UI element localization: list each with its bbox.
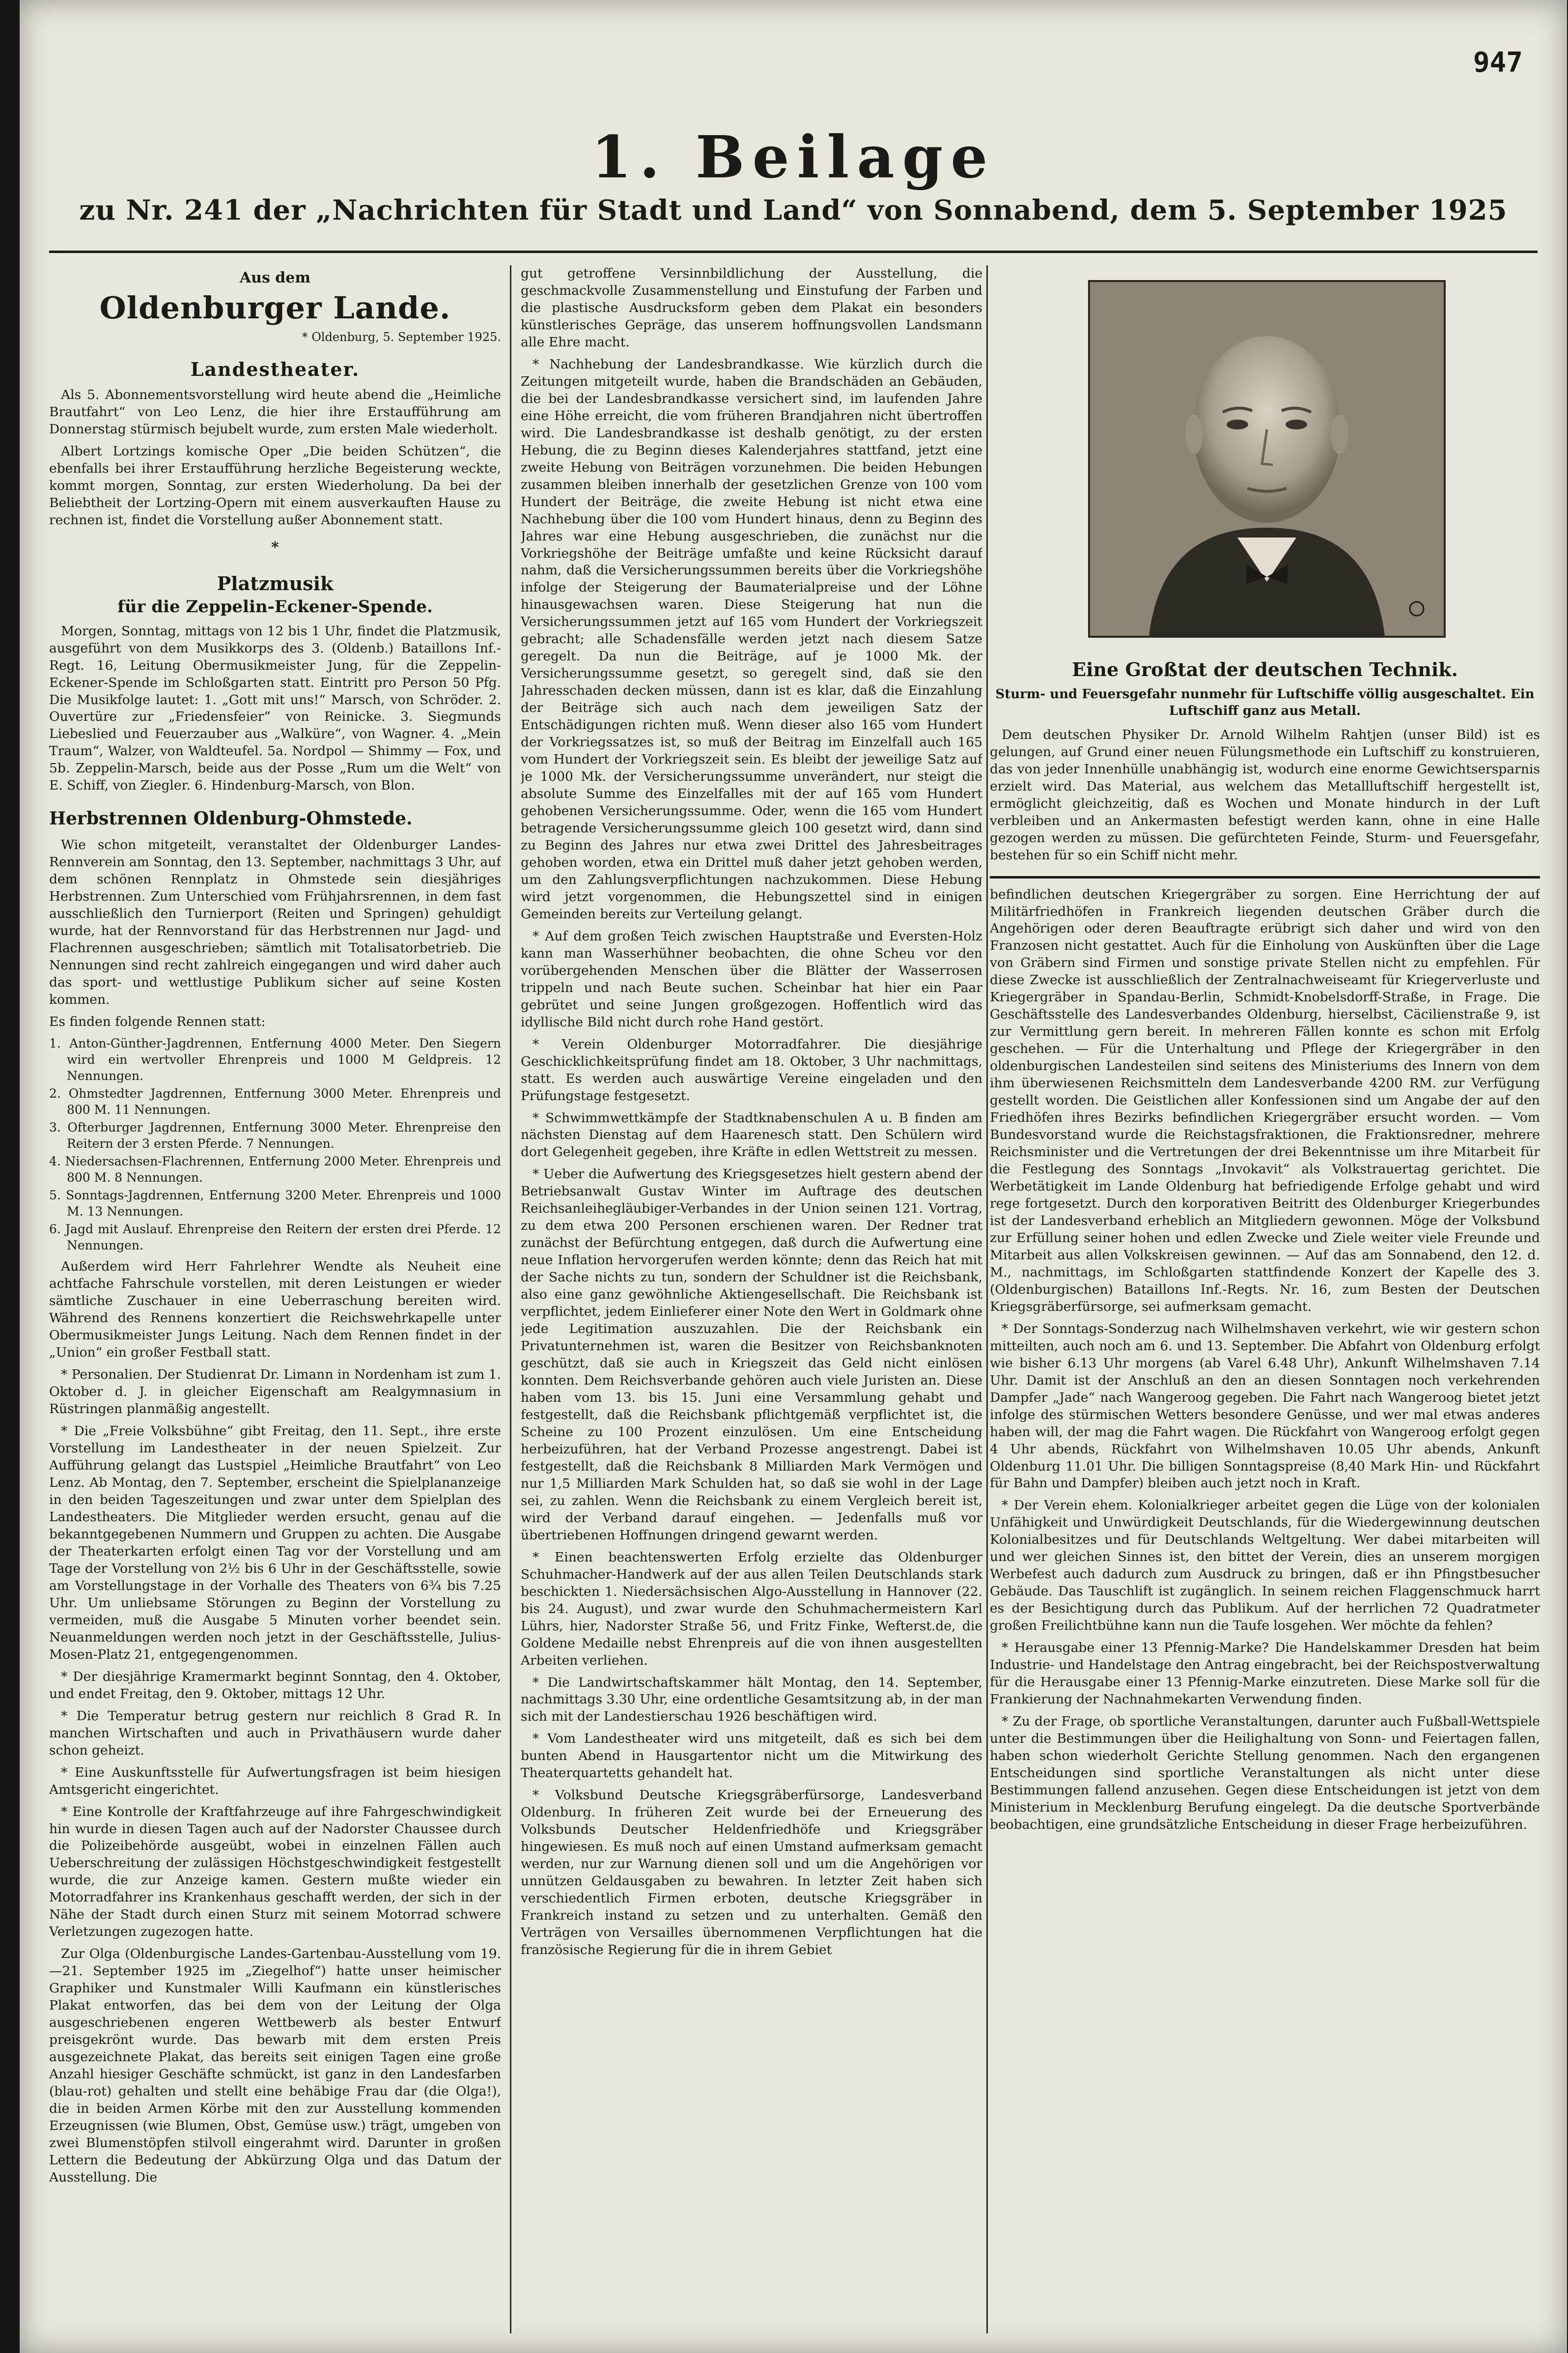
article-heading: Platzmusik (217, 572, 334, 595)
photo-caption-heading: Eine Großtat der deutschen Technik. (1072, 658, 1458, 680)
section-rule (990, 876, 1540, 879)
portrait-illustration (1090, 282, 1444, 636)
news-item: * Zu der Frage, ob sportliche Veranstaltungen, darunter auch Fußball-Wettspiele unter die Bestimmungen über die Heilighaltung von Sonn- und Feiertagen fallen, haben schon wiederholt Gerichte Stellung genommen. Nach den ergangenen Entscheidungen sind sportliche Veranstaltungen als nicht unter diese Bestimmungen fallend anzusehen. Gegen diese Entscheidungen ist jetzt von dem Ministerium in Mecklenburg Berufung eingelegt. Da die deutsche Sportverbände beobachtigen, eine grundsätzliche Entscheidung in dieser Frage herbeizuführen. (990, 1714, 1540, 1832)
article-paragraph: Wie schon mitgeteilt, veranstaltet der Oldenburger Landes-Rennverein am Sonntag, den 13. September, nachmittags 3 Uhr, auf dem schönen Rennplatz in Ohmstede sein diesjähriges Herbstrennen. Zum Unterschied vom Frühjahrsrennen, in dem fast ausschließlich den Turnierport (Reiten und Springen) gehuldigt wurde, hat der Rennvorstand für das Herbstrennen nur Jagd- und Flachrennen ausgeschrieben; sämtlich mit Totalisatorbetrieb. Die Nennungen sind recht zahlreich eingegangen und wird daher auch das sport- und wettlustige Publikum sicher auf seine Kosten kommen. (49, 837, 501, 1007)
news-item: * Der diesjährige Kramermarkt beginnt Sonntag, den 4. Oktober, und endet Freitag, den 9. Oktober, mittags 12 Uhr. (49, 1669, 501, 1701)
article-paragraph: Dem deutschen Physiker Dr. Arnold Wilhelm Rahtjen (unser Bild) ist es gelungen, auf Grund einer neuen Fülungsmethode ein Luftschiff zu konstruieren, das von jeder Innenhülle unabhängig ist, wodurch eine enorme Gewichtsersparnis erzielt wird. Das Material, aus welchem das Metallluftschiff hergestellt ist, ermöglicht gleichzeitig, daß es Wochen und Monate hindurch in der Luft verbleiben und an Ankermasten befestigt werden kann, ohne in eine Halle gezogen werden zu müssen. Die gefürchteten Feinde, Sturm- und Feuersgefahr, bestehen für so ein Schiff nicht mehr. (990, 727, 1540, 863)
news-item: * Herausgabe einer 13 Pfennig-Marke? Die Handelskammer Dresden hat beim Industrie- und Handelstage den Antrag eingebracht, bei der Reichspostverwaltung für die Herausgabe einer 13 Pfennig-Marke einzutreten. Diese Marke soll für die Frankierung der Nachnahmekarten Verwendung finden. (990, 1640, 1540, 1707)
race-list (49, 1035, 501, 1253)
article-paragraph: befindlichen deutschen Kriegergräber zu sorgen. Eine Herrichtung der auf Militärfriedhöfen in Frankreich liegenden deutschen Gräber durch die Angehörigen oder deren Beauftragte erübrigt sich daher und wird von den Franzosen nicht gestattet. Auch für die Einholung von Auskünften über die Lage von Gräbern sind Firmen und sonstige private Stellen nicht zu empfehlen. Für diese Zwecke ist ausschließlich der Zentralnachweiseamt für Kriegerverluste und Kriegergräber in Spandau-Berlin, Schmidt-Knobelsdorff-Straße, in Frage. Die Geschäftsstelle des Landesverbandes Oldenburg, hierselbst, Cäcilienstraße 9, ist zur Vermittlung gern bereit. In mehreren Fällen konnte es schon mit Erfolg geschehen. — Für die Unterhaltung und Pflege der Kriegergräber in den oldenburgischen Landesteilen sind seitens des Ministeriums des Innern von dem ihm überwiesenen Reichsmitteln dem Landesverbande 4200 RM. zur Verfügung gestellt worden. Die Geistlichen aller Konfessionen sind um Angabe der auf den Friedhöfen ihres Bezirks befindlichen Kriegergräber ersucht worden. — Vom Bundesvorstand wurde die Reichstagsfraktionen, die Fraktionsredner, mehrere Reichsminister und die Vertretungen der drei Bekenntnisse um ihre Mitarbeit für die Festlegung des Sonntags „Invokavit“ als Volkstrauertag gerichtet. Die Werbetätigkeit im Lande Oldenburg hat befriedigende Erfolge gehabt und wird rege fortgesetzt. Durch den korporativen Beitritt des Oldenburger Kriegerbundes ist der Landesverband erheblich an Mitgliedern gewonnen. Möge der Volksbund zur Erfüllung seiner hohen und edlen Zwecke und Ziele weiter viele Freunde und Mitarbeit aus allen Volkskreisen gewinnen. — Auf das am Sonnabend, den 12. d. M., nachmittags, im Schloßgarten stattfindende Konzert der Kapelle des 3. (Oldenburgischen) Bataillons Inf.-Regts. Nr. 16, zum Besten der Deutschen Kriegsgräberfürsorge, sei aufmerksam gemacht. (990, 886, 1540, 1314)
list-item: 2. Ohmstedter Jagdrennen, Entfernung 3000 Meter. Ehrenpreis und 800 M. 11 Nennungen. (49, 1086, 501, 1117)
portrait-photo (1088, 280, 1446, 638)
page-number: 947 (1473, 47, 1523, 79)
article-subheading: für die Zeppelin-Eckener-Spende. (117, 596, 433, 617)
news-item: * Verein Oldenburger Motorradfahrer. Die diesjährige Geschicklichkeitsprüfung findet am 18. Oktober, 3 Uhr nachmittags, statt. Es werden auch auswärtige Vereine eingeladen und den Prüfungstage festgesetzt. (521, 1036, 982, 1104)
list-item: 6. Jagd mit Auslauf. Ehrenpreise den Reitern der ersten drei Pferde. 12 Nennungen. (49, 1222, 501, 1253)
section-title: Oldenburger Lande. (99, 289, 451, 326)
news-item: * Der Sonntags-Sonderzug nach Wilhelmshaven verkehrt, wie wir gestern schon mitteilten, auch noch am 6. und 13. September. Die Abfahrt von Oldenburg erfolgt wie bisher 6.13 Uhr morgens (ab Varel 6.48 Uhr), Ankunft Wilhelmshaven 7.14 Uhr. Damit ist der Anschluß an den an diesen Sonntagen noch verkehrenden Dampfer „Jade“ nach Wangeroog gegeben. Die Fahrt nach Wangeroog bietet jetzt infolge des stürmischen Wetters besondere Genüsse, und wer mal etwas anderes haben will, der mag die Fahrt wagen. Die Rückfahrt von Wangeroog erfolgt gegen 4 Uhr abends, Rückfahrt von Wilhelmshaven 10.05 Uhr abends, Ankunft Oldenburg 11.01 Uhr. Die billigen Sonntagspreise (8,40 Mark Hin- und Rückfahrt für Bahn und Dampfer) bleiben auch jetzt noch in Kraft. (990, 1321, 1540, 1491)
portrait-figure (1088, 280, 1442, 638)
column-right (990, 265, 1540, 2333)
masthead-title: 1. Beilage (591, 123, 996, 191)
list-item: 1. Anton-Günther-Jagdrennen, Entfernung 4000 Meter. Den Siegern wird ein wertvoller Ehrenpreis und 1000 M Geldpreis. 12 Nennungen. (49, 1036, 501, 1083)
separator-star: * (271, 539, 279, 556)
article-paragraph: Als 5. Abonnementsvorstellung wird heute abend die „Heimliche Brautfahrt“ von Leo Lenz, die hier ihre Erstaufführung am Donnerstag stürmisch bejubelt wurde, zum ersten Male wiederholt. (49, 387, 501, 437)
column-divider (986, 265, 988, 2333)
list-item: 3. Ofterburger Jagdrennen, Entfernung 3000 Meter. Ehrenpreise den Reitern der 3 ersten Pferde. 7 Nennungen. (49, 1120, 501, 1151)
newspaper-page (20, 0, 1567, 2353)
news-item: * Einen beachtenswerten Erfolg erzielte das Oldenburger Schuhmacher-Handwerk auf der aus allen Teilen Deutschlands stark beschickten 1. Niedersächsischen Algo-Ausstellung in Hannover (22. bis 24. August), und zwar wurde den Schuhmachermeistern Karl Lührs, hier, Nadorster Straße 56, und Fritz Finke, Wefterst.de, die Goldene Medaille nebst Ehrenpreis auf die von ihnen ausgestellten Arbeiten verliehen. (521, 1549, 982, 1668)
article-paragraph: Morgen, Sonntag, mittags von 12 bis 1 Uhr, findet die Platzmusik, ausgeführt von dem Musikkorps des 3. (Oldenb.) Bataillons Inf.-Regt. 16, Leitung Obermusikmeister Jung, für die Zeppelin-Eckener-Spende im Schloßgarten statt. Eintritt pro Person 50 Pfg. Die Musikfolge lautet: 1. „Gott mit uns!“ Marsch, von Schröder. 2. Ouvertüre zur „Friedensfeier“ von Reinicke. 3. Siegmunds Liebeslied und Feuerzauber aus „Walküre“, von Wagner. 4. „Mein Traum“, Walzer, von Waldteufel. 5a. Nordpol — Shimmy — Fox, und 5b. Zeppelin-Marsch, beide aus der Posse „Rum um die Welt“ von E. Schiff, von Ziegler. 6. Hindenburg-Marsch, von Blon. (49, 623, 501, 794)
news-item: * Die Landwirtschaftskammer hält Montag, den 14. September, nachmittags 3.30 Uhr, eine ordentliche Gesamtsitzung ab, in der man sich mit der Landestierschau 1926 beschäftigen wird. (521, 1674, 982, 1725)
news-item: * Eine Auskunftsstelle für Aufwertungsfragen ist beim hiesigen Amtsgericht eingerichtet. (49, 1764, 501, 1797)
article-paragraph: Außerdem wird Herr Fahrlehrer Wendte als Neuheit eine achtfache Fahrschule vorstellen, mit deren Leistungen er wieder sämtliche Zuschauer in eine Ueberraschung bereiten wird. Während des Rennens konzertiert die Reichswehrkapelle unter Obermusikmeister Jungs Leitung. Nach dem Rennen findet in der „Union“ ein großer Festball statt. (49, 1259, 501, 1361)
masthead-rule (49, 251, 1538, 253)
news-item: * Eine Kontrolle der Kraftfahrzeuge auf ihre Fahrgeschwindigkeit hin wurde in diesen Tagen auch auf der Nadorster Chaussee durch die Polizeibehörde ausgeübt, wobei in einzelnen Fällen auch Ueberschreitung der zulässigen Höchstgeschwindigkeit festgestellt wurde, die zur Anzeige kamen. Gestern mußte wieder ein Motorradfahrer ins Krankenhaus geschafft werden, der sich in der Nähe der Stadt durch einen Sturz mit seinem Motorrad schwere Verletzungen zugezogen hatte. (49, 1804, 501, 1940)
news-item: * Der Verein ehem. Kolonialkrieger arbeitet gegen die Lüge von der kolonialen Unfähigkeit und Unwürdigkeit Deutschlands, für die Wiedergewinnung deutschen Kolonialbesitzes und für Deutschlands Weltgeltung. Wer dabei mitarbeiten will und wer gleichen Sinnes ist, den bittet der Verein, dies an unserem morgigen Werbefest auch dadurch zum Ausdruck zu bringen, daß er ihn Pfingstbesucher Gebäude. Das Tauschlift ist zugänglich. In seinem reichen Flaggenschmuck harrt es der Besichtigung durch das Publikum. Auf der herrlichen 72 Quadratmeter großen Freilichtbühne kann nun die Taufe losgehen. Wer möchte da fehlen? (990, 1498, 1540, 1634)
news-item: * Personalien. Der Studienrat Dr. Limann in Nordenham ist zum 1. Oktober d. J. in gleicher Eigenschaft am Realgymnasium in Rüstringen planmäßig angestellt. (49, 1367, 501, 1417)
news-item: * Die Temperatur betrug gestern nur reichlich 8 Grad R. In manchen Wirtschaften und auch in Privathäusern wurde daher schon geheizt. (49, 1708, 501, 1758)
news-item: * Auf dem großen Teich zwischen Hauptstraße und Eversten-Holz kann man Wasserhühner beobachten, die ohne Scheu vor den vorübergehenden Menschen über die Blätter der Wasserrosen trippeln und nach Beute suchen. Scheinbar hat hier ein Paar gebrütet und seine Jungen großgezogen. Hoffentlich wird das idyllische Bild nicht durch rohe Hand gestört. (521, 928, 982, 1030)
masthead-subtitle: zu Nr. 241 der „Nachrichten für Stadt und Land“ von Sonnabend, dem 5. September 1925 (79, 194, 1508, 227)
photo-caption-subheading: Sturm- und Feuersgefahr nunmehr für Luftschiffe völlig ausgeschaltet. Ein Luftschiff ganz aus Metall. (995, 687, 1535, 719)
column-left (49, 265, 501, 2333)
article-heading: Herbstrennen Oldenburg-Ohmstede. (49, 808, 413, 829)
news-item: * Vom Landestheater wird uns mitgeteilt, daß es sich bei dem bunten Abend in Hausgartentor nicht um die Mitwirkung des Theaterquartetts gehandelt hat. (521, 1731, 982, 1781)
news-item: * Ueber die Aufwertung des Kriegsgesetzes hielt gestern abend der Betriebsanwalt Gustav Winter im Auftrage des deutschen Reichsanleihegläubiger-Verbandes in der Union seinen 121. Vortrag, zu dem etwa 200 Personen erschienen waren. Der Redner trat zunächst der Befürchtung entgegen, daß durch die Aufwertung eine neue Inflation hervorgerufen werden könnte; denn das Reich hat mit der Sache nichts zu tun, sondern der Schuldner ist die Reichsbank, also eine ganz gewöhnliche Aktiengesellschaft. Die Reichsbank ist verpflichtet, jedem Einlieferer einer Note den Wert in Goldmark ohne jede Legitimation auszuzahlen. Die der Reichsbank ein Privatunternehmen ist, waren die Besitzer von Reichsbanknoten geschützt, daß sie auch in Kriegszeit das Geld nicht einlösen konnten. Dem Reichsverbande gehören auch viele Juristen an. Diese haben vom 13. bis 15. Juni eine Versammlung gehabt und festgestellt, daß die Reichsbank pflichtgemäß verpflichtet ist, die Scheine zu 100 Prozent einzulösen. Um eine Entscheidung herbeizuführen, hat der Verband Prozesse angestrengt. Dabei ist festgestellt, daß die Reichsbank 8 Milliarden Mark Vermögen und nur 1,5 Milliarden Mark Schulden hat, so daß sie wohl in der Lage sei, zu zahlen. Wenn die Reichsbank zu einem Vergleich bereit ist, wird der Verband darauf eingehen. — Jedenfalls muß vor übertriebenen Hoffnungen dringend gewarnt werden. (521, 1166, 982, 1543)
section-kicker: Aus dem (239, 269, 311, 286)
list-item: 5. Sonntags-Jagdrennen, Entfernung 3200 Meter. Ehrenpreis und 1000 M. 13 Nennungen. (49, 1188, 501, 1219)
article-heading: Landestheater. (190, 358, 360, 381)
article-paragraph: gut getroffene Versinnbildlichung der Ausstellung, die geschmackvolle Zusammenstellung und Einstufung der Farben und die plastische Ausdrucksform geben dem Plakat ein besonders künstlerisches Gepräge, das unserem hoffnungsvollen Landsmann alle Ehre macht. (521, 266, 982, 350)
news-item: Zur Olga (Oldenburgische Landes-Gartenbau-Ausstellung vom 19.—21. September 1925 im „Ziegelhof“) hatte unser heimischer Graphiker und Kunstmaler Willi Kaufmann ein künstlerisches Plakat entworfen, das bei dem von der Leitung der Olga ausgeschriebenen engeren Wettbewerb als bester Entwurf preisgekrönt wurde. Das bewarb mit dem ersten Preis ausgezeichnete Plakat, das bereits seit einigen Tagen eine große Anzahl hiesiger Geschäfte schmückt, ist ganz in den Landesfarben (blau-rot) gehalten und stellt eine behäbige Frau dar (die Olga!), die in beiden Armen Körbe mit den zur Ausstellung kommenden Erzeugnissen (wie Blumen, Obst, Gemüse usw.) trägt, umgeben von zwei Blumenstöpfen stilvoll eingerahmt wird. Darunter in großen Lettern die Bedeutung der Abkürzung Olga und das Datum der Ausstellung. Die (49, 1946, 501, 2185)
news-item: * Nachhebung der Landesbrandkasse. Wie kürzlich durch die Zeitungen mitgeteilt wurde, haben die Brandschäden an Gebäuden, die bei der Landesbrandkasse versichert sind, im laufenden Jahre eine Höhe erreicht, die vom früheren Brandjahren nicht übertroffen wird. Die Landesbrandkasse ist deshalb genötigt, zu der ersten Hebung, die zu Beginn dieses Kalenderjahres stattfand, jetzt eine zweite Hebung von Beiträgen vorzunehmen. Die beiden Hebungen zusammen bleiben innerhalb der gesetzlichen Grenze von 100 vom Hundert der Beiträge, die zweite Hebung ist nicht etwa eine Nachhebung über die 100 vom Hundert hinaus, denn zu Beginn des Jahres war eine Hebung ausgeschrieben, die zunächst nur die Vorkriegshöhe der Beiträge umfaßte und keine Rücksicht darauf nahm, daß die Versicherungssummen bereits über die Vorkriegshöhe infolge der Steigerung der Baumaterialpreise und der Löhne hinausgewachsen waren. Diese Steigerung hat nun die Versicherungssummen jetzt auf 165 vom Hundert der Vorkriegszeit gebracht; alle Schadensfälle werden jetzt nach diesem Satze geregelt. Da nun die Beiträge, auf je 1000 Mk. der Versicherungssumme gesetzt, so geregelt sind, daß sie den Jahresschaden decken müssen, dann ist es klar, daß die Einzahlung der Beiträge sich auch nach dem jeweiligen Satz der Entschädigungen richten muß. Wenn dieser also 165 vom Hundert der Vorkriegssatzes ist, so muß der Beitrag im Einzelfall auch 165 vom Hundert der Vorkriegszeit sein. Es bleibt der jeweilige Satz auf je 1000 Mk. der Versicherungssumme unverändert, nur steigt die absolute Summe des Einzelfalles mit der auf 165 vom Hundert gehobenen Versicherungssumme. Oder, wenn die 165 vom Hundert betragende Versicherungssumme gleich 100 gesetzt wird, dann sind zu Beginn des Jahres nur etwa zwei Drittel des Jahresbeitrages gehoben worden, etwa ein Drittel muß daher jetzt gehoben werden, um den Zahlungsverpflichtungen nachzukommen. Diese Hebung wird jetzt vorgenommen, die Hebungszettel sind in einigen Gemeinden bereits zur Verteilung gelangt. (521, 356, 982, 922)
column-divider (510, 265, 511, 2333)
news-item: * Die „Freie Volksbühne“ gibt Freitag, den 11. Sept., ihre erste Vorstellung im Landestheater in der neuen Spielzeit. Zur Aufführung gelangt das Lustspiel „Heimliche Brautfahrt“ von Leo Lenz. Ab Montag, den 7. September, erscheint die Spielplananzeige in den beiden Tageszeitungen und zwar unter dem Spielplan des Landestheaters. Die Mitglieder werden ersucht, genau auf die bekanntgegebenen Nummern und Gruppen zu achten. Die Ausgabe der Theaterkarten erfolgt einen Tag vor der Vorstellung und am Tage der Vorstellung von 2½ bis 6 Uhr in der Geschäftsstelle, sowie am Vorstellungstage in der Vorhalle des Theaters von 6¾ bis 7.25 Uhr. Um unliebsame Störungen zu Beginn der Vorstellung zu vermeiden, muß die Ausgabe 5 Minuten vorher beendet sein. Neuanmeldungen werden noch jetzt in der Geschäftsstelle, Julius-Mosen-Platz 21, entgegengenommen. (49, 1423, 501, 1662)
news-item: * Schwimmwettkämpfe der Stadtknabenschulen A u. B finden am nächsten Dienstag auf dem Haarenesch statt. Den Schülern wird dort Gelegenheit gegeben, ihre Kräfte in edlen Wettstreit zu messen. (521, 1110, 982, 1160)
list-item: 4. Niedersachsen-Flachrennen, Entfernung 2000 Meter. Ehrenpreis und 800 M. 8 Nennungen. (49, 1154, 501, 1185)
dateline: * Oldenburg, 5. September 1925. (302, 330, 501, 344)
article-paragraph: Albert Lortzings komische Oper „Die beiden Schützen“, die ebenfalls bei ihrer Erstaufführung herzliche Begeisterung weckte, kommt morgen, Sonntag, zur ersten Wiederholung. Da bei der Beliebtheit der Lortzing-Opern mit einem ausverkauften Hause zu rechnen ist, findet die Vorstellung außer Abonnement statt. (49, 444, 501, 528)
column-middle (521, 265, 982, 2333)
article-paragraph: Es finden folgende Rennen statt: (49, 1014, 266, 1029)
news-item: * Volksbund Deutsche Kriegsgräberfürsorge, Landesverband Oldenburg. In früheren Zeit wurde bei der Erneuerung des Volksbunds Deutscher Heldenfriedhöfe und Kriegsgräber hingewiesen. Es muß noch auf einen Umstand aufmerksam gemacht werden, nur zur Warnung dienen soll und um die Angehörigen vor unnützen Geldausgaben zu bewahren. In letzter Zeit haben sich verschiedentlich Firmen erboten, deutsche Kriegsgräber in Frankreich instand zu setzen und zu unterhalten. Gemäß den Verträgen von Versailles übernommenen Verpflichtungen hat die französische Regierung für die in ihrem Gebiet (521, 1787, 982, 1958)
